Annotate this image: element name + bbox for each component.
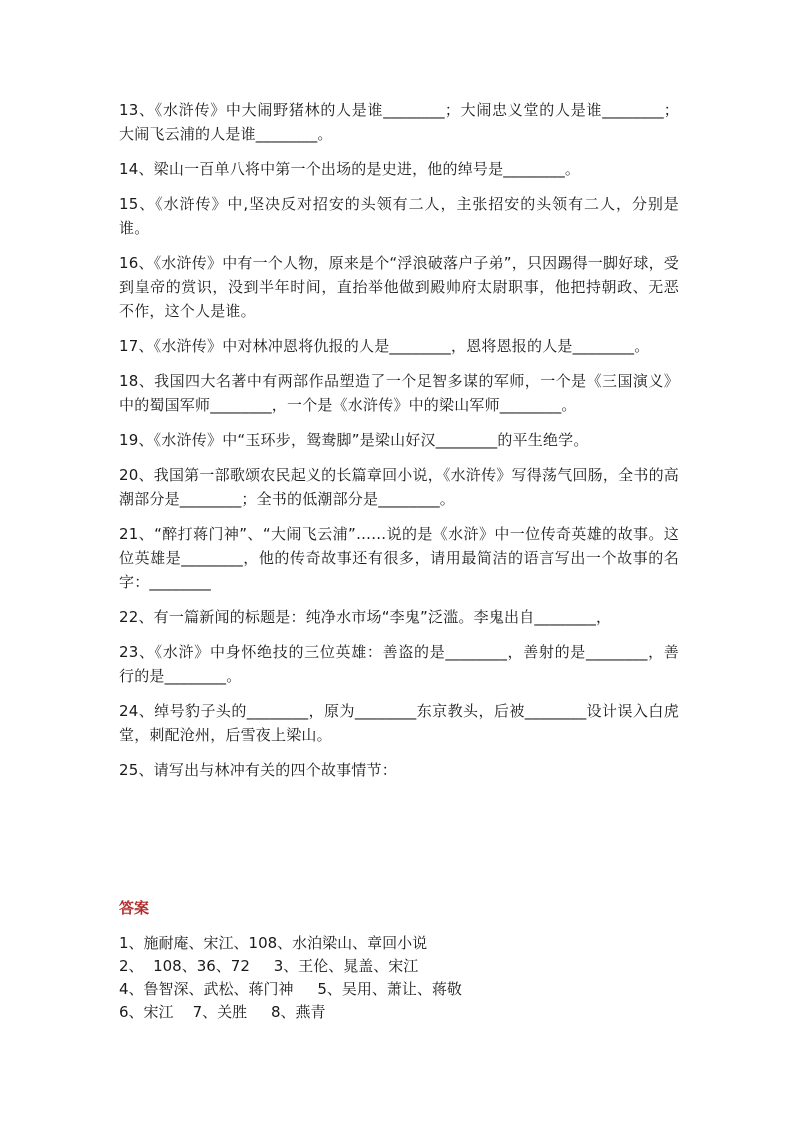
question-15: 15、《水浒传》中,坚决反对招安的头领有二人，主张招安的头领有二人，分别是谁。 — [119, 195, 679, 237]
question-21: 21、“醉打蒋门神”、“大闹飞云浦”……说的是《水浒》中一位传奇英雄的故事。这位英雄是________，他的传奇故事还有很多，请用最简洁的语言写出一个故事的名字：________ — [119, 525, 679, 591]
question-24: 24、绰号豹子头的________，原为________东京教头，后被________设计误入白虎堂，刺配沧州，后雪夜上梁山。 — [119, 702, 679, 744]
answers-title: 答案 — [119, 899, 150, 917]
question-14: 14、梁山一百单八将中第一个出场的是史进，他的绰号是________。 — [119, 160, 581, 178]
question-23: 23、《水浒》中身怀绝技的三位英雄：善盗的是________，善射的是________，善行的是________。 — [119, 643, 679, 685]
question-17: 17、《水浒传》中对林冲恩将仇报的人是________，恩将恩报的人是________。 — [119, 337, 650, 355]
answers-section — [119, 896, 679, 1024]
question-16: 16、《水浒传》中有一个人物，原来是个“浮浪破落户子弟”，只因踢得一脚好球，受到皇帝的赏识，没到半年时间，直抬举他做到殿帅府太尉职事，他把持朝政、无恶不作，这个人是谁。 — [119, 254, 679, 320]
question-13: 13、《水浒传》中大闹野猪林的人是谁________；大闹忠义堂的人是谁________；大闹飞云浦的人是谁________。 — [119, 101, 679, 143]
question-25: 25、请写出与林冲有关的四个故事情节： — [119, 761, 397, 779]
answer-line-2: 2、 108、36、72 3、王伦、晁盖、宋江 — [119, 957, 419, 975]
answer-line-4: 6、宋江 7、关胜 8、燕青 — [119, 1003, 326, 1021]
question-20: 20、我国第一部歌颂农民起义的长篇章回小说，《水浒传》写得荡气回肠，全书的高潮部分是________；全书的低潮部分是________。 — [119, 466, 679, 508]
answer-line-3: 4、鲁智深、武松、蒋门神 5、吴用、萧让、蒋敬 — [119, 980, 462, 998]
question-19: 19、《水浒传》中“玉环步，鸳鸯脚”是梁山好汉________的平生绝学。 — [119, 431, 589, 449]
answer-line-1: 1、施耐庵、宋江、108、水泊梁山、章回小说 — [119, 934, 428, 952]
question-18: 18、我国四大名著中有两部作品塑造了一个足智多谋的军师，一个是《三国演义》中的蜀国军师________，一个是《水浒传》中的梁山军师________。 — [119, 372, 679, 414]
questions-section — [119, 98, 679, 793]
question-22: 22、有一篇新闻的标题是：纯净水市场“李鬼”泛滥。李鬼出自________， — [119, 608, 612, 626]
